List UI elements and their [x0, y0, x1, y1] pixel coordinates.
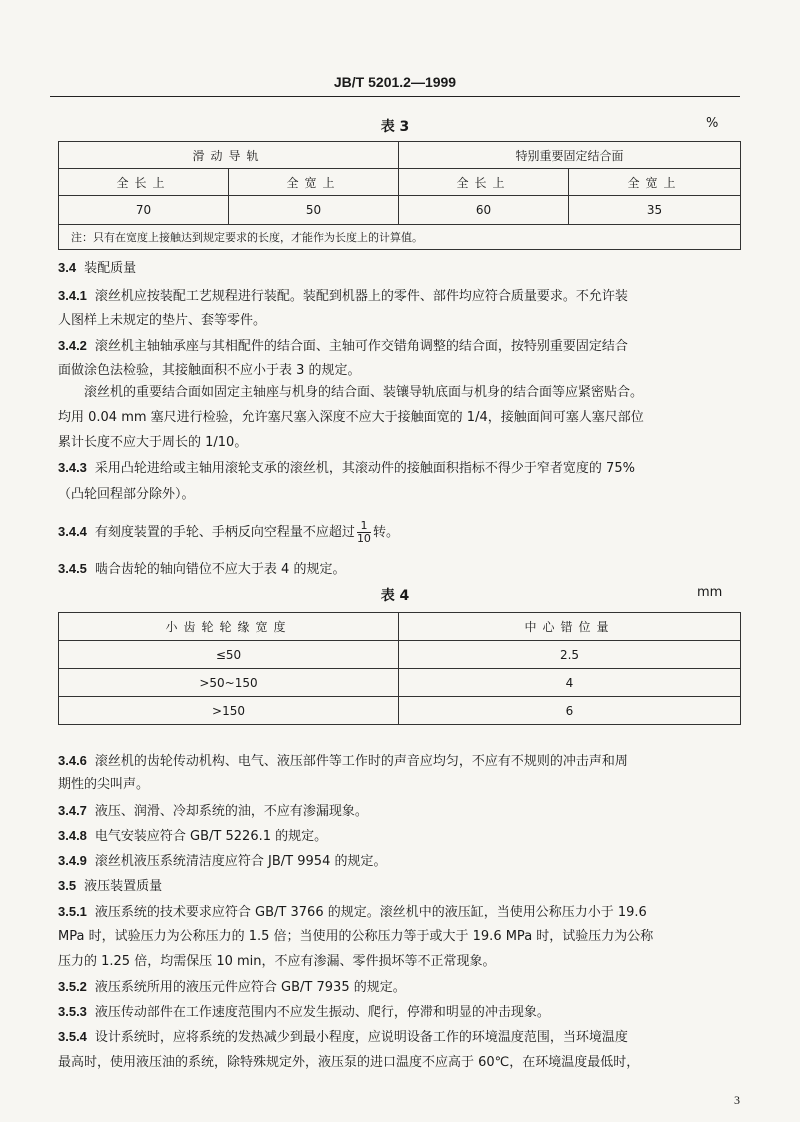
table3-cell: 70 — [59, 196, 229, 225]
table-row — [59, 697, 741, 725]
table4-cell: 6 — [399, 697, 741, 725]
table3-col-header: 全宽上 — [569, 169, 741, 196]
table3-col-header: 全长上 — [399, 169, 569, 196]
para-3-5-2: 3.5.2 液压系统所用的液压元件应符合 GB/T 7935 的规定。 — [58, 979, 406, 995]
section-3-5: 3.5 液压装置质量 — [58, 878, 163, 894]
table3-group-left: 滑动导轨 — [59, 142, 399, 169]
table4 — [58, 612, 741, 725]
para-3-5-1: 3.5.1 液压系统的技术要求应符合 GB/T 3766 的规定。滚丝机中的液压缸，当使用公称压力小于 19.6 — [58, 904, 647, 920]
para-3-4-1-cont: 人图样上未规定的垫片、套等零件。 — [58, 313, 267, 328]
para-3-4-3-cont: （凸轮回程部分除外）。 — [58, 487, 195, 502]
table3-col-header: 全宽上 — [229, 169, 399, 196]
table3-col-header: 全长上 — [59, 169, 229, 196]
para-3-4-9: 3.4.9 滚丝机液压系统清洁度应符合 JB/T 9954 的规定。 — [58, 853, 387, 869]
para-3-4-5: 3.4.5 啮合齿轮的轴向错位不应大于表 4 的规定。 — [58, 561, 346, 577]
table3-unit: % — [706, 116, 719, 131]
para-3-4-6-cont: 期性的尖叫声。 — [58, 777, 150, 792]
para-3-5-1-cont: MPa 时，试验压力为公称压力的 1.5 倍；当使用的公称压力等于或大于 19.6 MPa 时，试验压力为公称 — [58, 929, 654, 944]
table4-cell: 2.5 — [399, 641, 741, 669]
document-header: JB/T 5201.2—1999 — [333, 74, 457, 90]
header-rule — [50, 96, 740, 97]
table4-col-header: 中心错位量 — [399, 613, 741, 641]
table4-cell: >50~150 — [59, 669, 399, 697]
para-3-4-6: 3.4.6 滚丝机的齿轮传动机构、电气、液压部件等工作时的声音应均匀，不应有不规则的冲击声和周 — [58, 753, 628, 769]
para-joint-surface-cont: 均用 0.04 mm 塞尺进行检验，允许塞尺塞入深度不应大于接触面宽的 1/4，接触面间可塞人塞尺部位 — [58, 410, 644, 425]
para-3-4-8: 3.4.8 电气安装应符合 GB/T 5226.1 的规定。 — [58, 828, 328, 844]
table-row — [59, 641, 741, 669]
para-3-4-2-cont: 面做涂色法检验，其接触面积不应小于表 3 的规定。 — [58, 363, 361, 378]
table-row — [59, 669, 741, 697]
table4-cell: 4 — [399, 669, 741, 697]
table3-cell: 60 — [399, 196, 569, 225]
table4-col-header: 小齿轮轮缘宽度 — [59, 613, 399, 641]
table4-unit: mm — [697, 585, 723, 600]
table4-cell: ≤50 — [59, 641, 399, 669]
table3-note: 注：只有在宽度上接触达到规定要求的长度，才能作为长度上的计算值。 — [59, 225, 741, 250]
para-3-5-4: 3.5.4 设计系统时，应将系统的发热减少到最小程度，应说明设备工作的环境温度范围，当环境温度 — [58, 1029, 628, 1045]
table3 — [58, 141, 741, 250]
para-joint-surface-cont: 累计长度不应大于周长的 1/10。 — [58, 435, 248, 450]
fraction: $\frac{1}{10}$ — [356, 519, 371, 545]
para-3-4-7: 3.4.7 液压、润滑、冷却系统的油，不应有渗漏现象。 — [58, 803, 368, 819]
para-3-4-3: 3.4.3 采用凸轮进给或主轴用滚轮支承的滚丝机，其滚动件的接触面积指标不得少于窄者宽度的 75% — [58, 460, 635, 476]
page-number: 3 — [734, 1093, 740, 1107]
para-3-4-4: 3.4.4 有刻度装置的手轮、手柄反向空程量不应超过 $\frac{1}{10}$ 转。 — [58, 519, 399, 545]
para-3-4-1: 3.4.1 滚丝机应按装配工艺规程进行装配。装配到机器上的零件、部件均应符合质量要求。不允许装 — [58, 288, 628, 304]
para-3-5-3: 3.5.3 液压传动部件在工作速度范围内不应发生振动、爬行，停滞和明显的冲击现象。 — [58, 1004, 550, 1020]
table3-group-right: 特别重要固定结合面 — [399, 142, 741, 169]
section-3-4: 3.4 装配质量 — [58, 260, 137, 276]
para-3-4-2: 3.4.2 滚丝机主轴轴承座与其相配件的结合面、主轴可作交错角调整的结合面，按特别重要固定结合 — [58, 338, 628, 354]
table3-cell: 35 — [569, 196, 741, 225]
table4-cell: >150 — [59, 697, 399, 725]
table3-cell: 50 — [229, 196, 399, 225]
para-3-5-1-cont: 压力的 1.25 倍，均需保压 10 min，不应有渗漏、零件损坏等不正常现象。 — [58, 954, 496, 969]
table3-caption: 表 3 — [380, 119, 410, 135]
para-3-5-4-cont: 最高时，使用液压油的系统，除特殊规定外，液压泵的进口温度不应高于 60℃，在环境温度最低时， — [58, 1055, 640, 1070]
table4-caption: 表 4 — [380, 588, 410, 604]
para-joint-surface: 滚丝机的重要结合面如固定主轴座与机身的结合面、装镶导轨底面与机身的结合面等应紧密贴合。 — [84, 385, 644, 400]
